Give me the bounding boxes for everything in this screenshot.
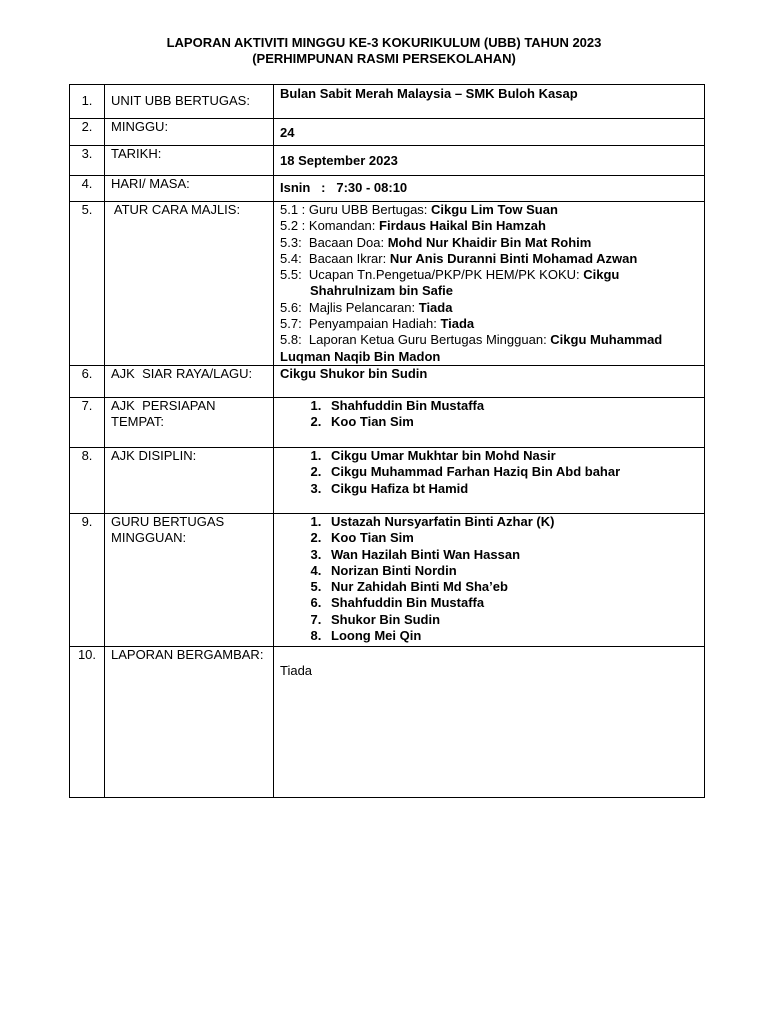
title-line-2: (PERHIMPUNAN RASMI PERSEKOLAHAN) <box>252 51 516 66</box>
list-item: 4. Norizan Binti Nordin <box>325 563 698 579</box>
row-value: Cikgu Shukor bin Sudin <box>274 366 705 398</box>
row-value <box>274 448 705 514</box>
agenda-prefix: 5.7: Penyampaian Hadiah: <box>280 316 441 332</box>
table-row <box>70 514 705 647</box>
row-label: UNIT UBB BERTUGAS: <box>105 85 274 119</box>
agenda-item <box>280 332 698 348</box>
agenda-prefix: 5.5: Ucapan Tn.Pengetua/PKP/PK HEM/PK KOKU: <box>280 267 584 283</box>
row-value: Tiada <box>274 647 705 798</box>
row-number: 4. <box>70 176 105 202</box>
list-item: 2. Cikgu Muhammad Farhan Haziq Bin Abd bahar <box>325 464 698 480</box>
row-label: AJK PERSIAPAN TEMPAT: <box>105 398 274 448</box>
row-number: 10. <box>70 647 105 798</box>
agenda-item <box>280 316 698 332</box>
agenda-item <box>280 300 698 316</box>
list-item: 3. Wan Hazilah Binti Wan Hassan <box>325 547 698 563</box>
agenda-item <box>280 202 698 218</box>
list-item: 1. Ustazah Nursyarfatin Binti Azhar (K) <box>325 514 698 530</box>
row-label: AJK DISIPLIN: <box>105 448 274 514</box>
report-title <box>0 35 768 67</box>
agenda-person: Nur Anis Duranni Binti Mohamad Azwan <box>389 250 638 266</box>
agenda-item <box>280 218 698 234</box>
table-row <box>70 202 705 366</box>
list-item: 5. Nur Zahidah Binti Md Sha’eb <box>325 579 698 595</box>
agenda-item <box>280 267 698 283</box>
row-label: TARIKH: <box>105 146 274 176</box>
row-value: Isnin : 7:30 - 08:10 <box>274 176 705 202</box>
table-row <box>70 366 705 398</box>
agenda-person: Tiada <box>440 316 475 332</box>
row-number: 8. <box>70 448 105 514</box>
agenda-prefix: 5.8: Laporan Ketua Guru Bertugas Mingguan: <box>280 332 551 348</box>
table-row <box>70 448 705 514</box>
name-list <box>280 514 698 644</box>
agenda-person-continued: Shahrulnizam bin Safie <box>310 283 454 299</box>
row-value <box>274 398 705 448</box>
agenda-prefix: 5.3: Bacaan Doa: <box>280 234 388 250</box>
row-number: 2. <box>70 119 105 146</box>
row-label: LAPORAN BERGAMBAR: <box>105 647 274 798</box>
table-row <box>70 85 705 119</box>
title-line-1: LAPORAN AKTIVITI MINGGU KE-3 KOKURIKULUM (UBB) TAHUN 2023 <box>166 35 602 50</box>
row-number: 7. <box>70 398 105 448</box>
list-item: 3. Cikgu Hafiza bt Hamid <box>325 481 698 497</box>
agenda-item <box>280 251 698 267</box>
list-item: 7. Shukor Bin Sudin <box>325 612 698 628</box>
list-item: 6. Shahfuddin Bin Mustaffa <box>325 595 698 611</box>
agenda-item <box>280 235 698 251</box>
row-value: Bulan Sabit Merah Malaysia – SMK Buloh Kasap <box>274 85 705 119</box>
name-list <box>280 448 698 497</box>
row-label: HARI/ MASA: <box>105 176 274 202</box>
row-number: 5. <box>70 202 105 366</box>
report-table <box>69 84 705 798</box>
agenda-prefix: 5.2 : Komandan: <box>280 218 380 234</box>
list-item: 2. Koo Tian Sim <box>325 530 698 546</box>
list-item: 1. Cikgu Umar Mukhtar bin Mohd Nasir <box>325 448 698 464</box>
row-number: 6. <box>70 366 105 398</box>
row-label: ATUR CARA MAJLIS: <box>105 202 274 366</box>
row-label: MINGGU: <box>105 119 274 146</box>
table-row <box>70 146 705 176</box>
row-number: 1. <box>70 85 105 119</box>
agenda-person: Firdaus Haikal Bin Hamzah <box>379 218 546 234</box>
table-row <box>70 647 705 798</box>
row-label: GURU BERTUGAS MINGGUAN: <box>105 514 274 647</box>
table-row <box>70 176 705 202</box>
agenda-prefix: 5.4: Bacaan Ikrar: <box>280 250 390 266</box>
name-list <box>280 398 698 431</box>
agenda-prefix: 5.1 : Guru UBB Bertugas: <box>280 202 432 217</box>
agenda-person: Cikgu Lim Tow Suan <box>431 202 558 217</box>
table-row <box>70 119 705 146</box>
agenda-list <box>274 202 705 366</box>
row-number: 3. <box>70 146 105 176</box>
agenda-person: Cikgu <box>583 267 620 283</box>
row-value: 18 September 2023 <box>274 146 705 176</box>
list-item: 1. Shahfuddin Bin Mustaffa <box>325 398 698 414</box>
row-value: 24 <box>274 119 705 146</box>
list-item: 2. Koo Tian Sim <box>325 414 698 430</box>
row-number: 9. <box>70 514 105 647</box>
row-label: AJK SIAR RAYA/LAGU: <box>105 366 274 398</box>
row-value <box>274 514 705 647</box>
agenda-person: Mohd Nur Khaidir Bin Mat Rohim <box>387 234 592 250</box>
list-item: 8. Loong Mei Qin <box>325 628 698 644</box>
agenda-person: Cikgu Muhammad <box>550 332 663 348</box>
table-row <box>70 398 705 448</box>
agenda-person-continued: Luqman Naqib Bin Madon <box>280 348 441 364</box>
agenda-prefix: 5.6: Majlis Pelancaran: <box>280 299 419 315</box>
agenda-person: Tiada <box>418 299 453 315</box>
